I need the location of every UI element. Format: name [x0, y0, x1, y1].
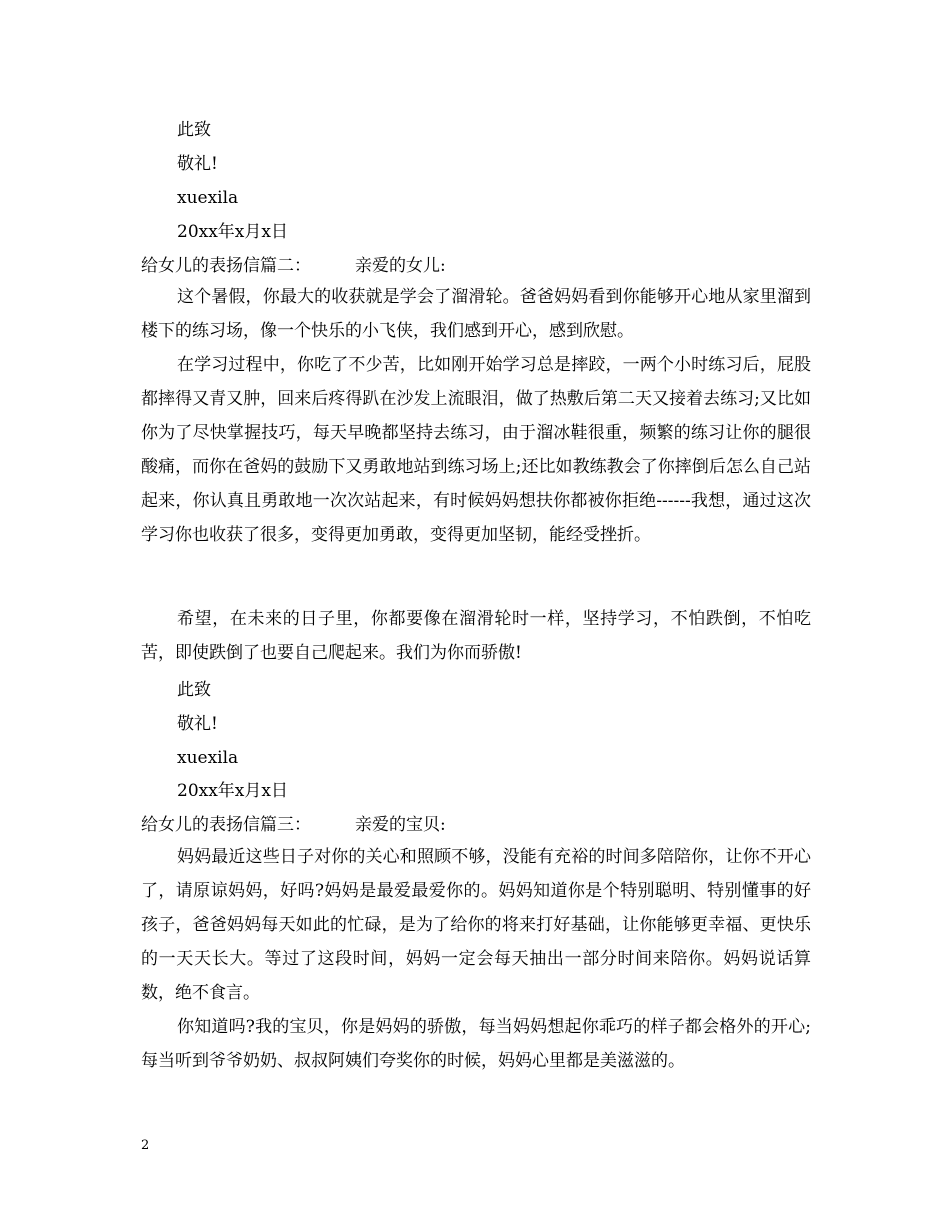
- letter3-title: 给女儿的表扬信篇三：: [141, 815, 311, 835]
- letter2-paragraph-3: 希望，在未来的日子里，你都要像在溜滑轮时一样，坚持学习，不怕跌倒，不怕吃苦，即使跌倒了也要自己爬起来。我们为你而骄傲!: [141, 609, 811, 663]
- closing-respect: 敬礼!: [177, 154, 218, 174]
- letter3-paragraph-2: 你知道吗?我的宝贝，你是妈妈的骄傲，每当妈妈想起你乖巧的样子都会格外的开心;每当听到爷爷奶奶、叔叔阿姨们夸奖你的时候，妈妈心里都是美滋滋的。: [141, 1017, 811, 1071]
- letter2-salutation: 此致: [177, 680, 211, 700]
- letter3-greeting: 亲爱的宝贝:: [355, 815, 446, 835]
- letter3-heading: [141, 815, 446, 835]
- closing-date: 20xx年x月x日: [177, 222, 288, 242]
- letter2-heading: [141, 256, 446, 276]
- letter2-paragraph-2: 在学习过程中，你吃了不少苦，比如刚开始学习总是摔跤，一两个小时练习后，屁股都摔得又青又肿，回来后疼得趴在沙发上流眼泪，做了热敷后第二天又接着去练习;又比如你为了尽快掌握技巧，每天早晚都坚持去练习，由于溜冰鞋很重，频繁的练习让你的腿很酸痛，而你在爸妈的鼓励下又勇敢地站到练习场上;还比如教练教会了你摔倒后怎么自己站起来，你认真且勇敢地一次次站起来，有时候妈妈想扶你都被你拒绝------我想，通过这次学习你也收获了很多，变得更加勇敢，变得更加坚韧，能经受挫折。: [141, 355, 811, 545]
- letter2-title: 给女儿的表扬信篇二：: [141, 256, 311, 276]
- letter2-date: 20xx年x月x日: [177, 781, 288, 801]
- letter2-respect: 敬礼!: [177, 714, 218, 734]
- letter2-greeting: 亲爱的女儿:: [355, 256, 446, 276]
- closing-salutation: 此致: [177, 120, 211, 140]
- letter2-signature: xuexila: [177, 748, 239, 768]
- letter3-paragraph-1: 妈妈最近这些日子对你的关心和照顾不够，没能有充裕的时间多陪陪你，让你不开心了，请原谅妈妈，好吗?妈妈是最爱最爱你的。妈妈知道你是个特别聪明、特别懂事的好孩子，爸爸妈妈每天如此的忙碌，是为了给你的将来打好基础，让你能够更幸福、更快乐的一天天长大。等过了这段时间，妈妈一定会每天抽出一部分时间来陪你。妈妈说话算数，绝不食言。: [141, 847, 811, 1003]
- letter2-paragraph-1: 这个暑假，你最大的收获就是学会了溜滑轮。爸爸妈妈看到你能够开心地从家里溜到楼下的练习场，像一个快乐的小飞侠，我们感到开心，感到欣慰。: [141, 287, 811, 341]
- page-number: 2: [141, 1138, 150, 1153]
- closing-signature: xuexila: [177, 188, 239, 208]
